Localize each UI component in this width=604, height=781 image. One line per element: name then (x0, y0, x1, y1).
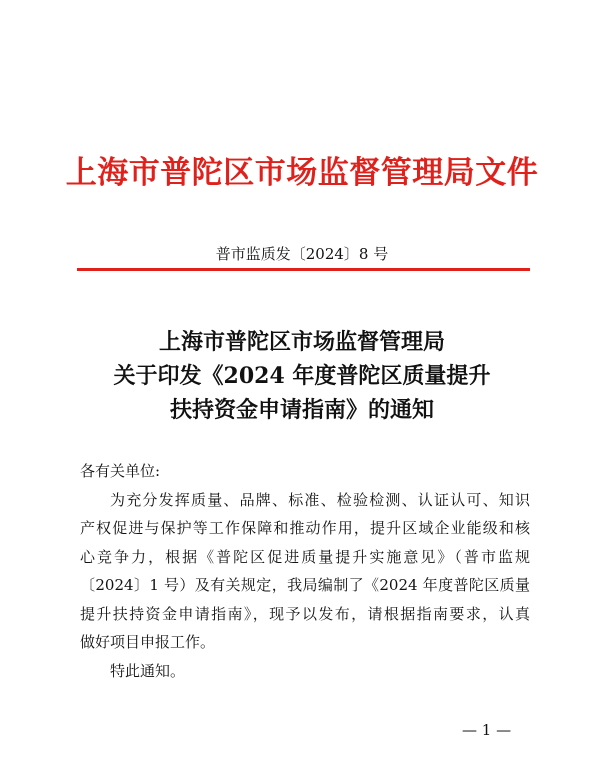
issuer-masthead: 上海市普陀区市场监督管理局文件 (65, 155, 539, 191)
red-divider-rule (77, 268, 530, 271)
page-number: — 1 — (462, 721, 512, 739)
paragraph-line-1: 为充分发挥质量、品牌、标准、检验检测、认证认可、知识 (110, 490, 530, 509)
title-line-1: 上海市普陀区市场监督管理局 (158, 329, 445, 355)
paragraph-line-3: 心竞争力，根据《普陀区促进质量提升实施意见》（普市监规 (80, 547, 530, 566)
title-line-3: 扶持资金申请指南》的通知 (169, 397, 434, 423)
document-number: 普市监质发〔2024〕8 号 (215, 245, 389, 263)
title-line-2: 关于印发《2024 年度普陀区质量提升 (113, 363, 491, 389)
notice-title (0, 325, 604, 427)
paragraph-line-4: 〔2024〕1 号）及有关规定，我局编制了《2024 年度普陀区质量 (80, 576, 530, 594)
closing-line: 特此通知。 (110, 661, 186, 680)
paragraph-line-5: 提升扶持资金申请指南》，现予以发布，请根据指南要求，认真 (80, 604, 530, 623)
paragraph-line-2: 产权促进与保护等工作保障和推动作用，提升区域企业能级和核 (80, 519, 530, 537)
notice-body (80, 457, 530, 685)
paragraph-line-6: 做好项目申报工作。 (80, 633, 216, 651)
salutation: 各有关单位: (80, 462, 161, 480)
